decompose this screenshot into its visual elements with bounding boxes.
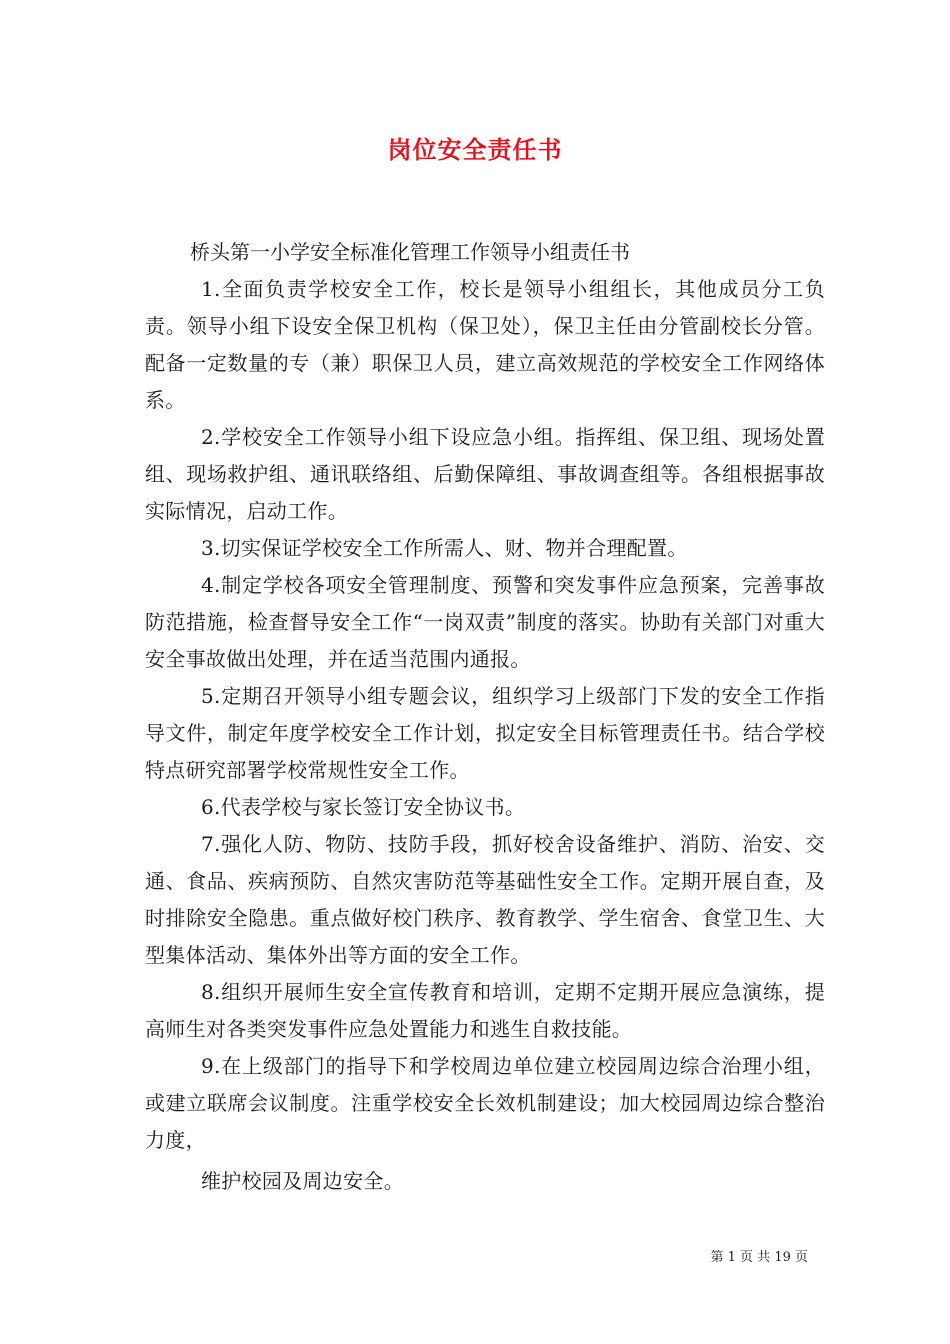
paragraph-8: 8.组织开展师生安全宣传教育和培训，定期不定期开展应急演练，提高师生对各类突发事件应急处置能力和逃生自救技能。 [145, 980, 825, 1041]
paragraph-7: 7.强化人防、物防、技防手段，抓好校舍设备维护、消防、治安、交通、食品、疾病预防、自然灾害防范等基础性安全工作。定期开展自查，及时排除安全隐患。重点做好校门秩序、教育教学、学生宿舍、食堂卫生、大型集体活动、集体外出等方面的安全工作。 [145, 832, 825, 967]
page-number: 第 1 页 共 19 页 [710, 1250, 808, 1265]
closing-line: 维护校园及周边安全。 [201, 1169, 404, 1193]
document-title: 岗位安全责任书 [387, 135, 563, 164]
paragraph-6: 6.代表学校与家长签订安全协议书。 [201, 795, 526, 819]
document-subtitle: 桥头第一小学安全标准化管理工作领导小组责任书 [190, 240, 630, 264]
paragraph-3: 3.切实保证学校安全工作所需人、财、物并合理配置。 [201, 536, 688, 560]
document-body [145, 234, 825, 1200]
paragraph-5: 5.定期召开领导小组专题会议，组织学习上级部门下发的安全工作指导文件，制定年度学校安全工作计划，拟定安全目标管理责任书。结合学校特点研究部署学校常规性安全工作。 [145, 684, 825, 782]
paragraph-9: 9.在上级部门的指导下和学校周边单位建立校园周边综合治理小组，或建立联席会议制度。注重学校安全长效机制建设；加大校园周边综合整治力度， [145, 1054, 825, 1152]
paragraph-2: 2.学校安全工作领导小组下设应急小组。指挥组、保卫组、现场处置组、现场救护组、通讯联络组、后勤保障组、事故调查组等。各组根据事故实际情况，启动工作。 [145, 425, 825, 523]
paragraph-1: 1.全面负责学校安全工作，校长是领导小组组长，其他成员分工负责。领导小组下设安全保卫机构（保卫处），保卫主任由分管副校长分管。配备一定数量的专（兼）职保卫人员，建立高效规范的学校安全工作网络体系。 [145, 277, 825, 412]
paragraph-4: 4.制定学校各项安全管理制度、预警和突发事件应急预案，完善事故防范措施，检查督导安全工作“一岗双责”制度的落实。协助有关部门对重大安全事故做出处理，并在适当范围内通报。 [145, 573, 825, 671]
